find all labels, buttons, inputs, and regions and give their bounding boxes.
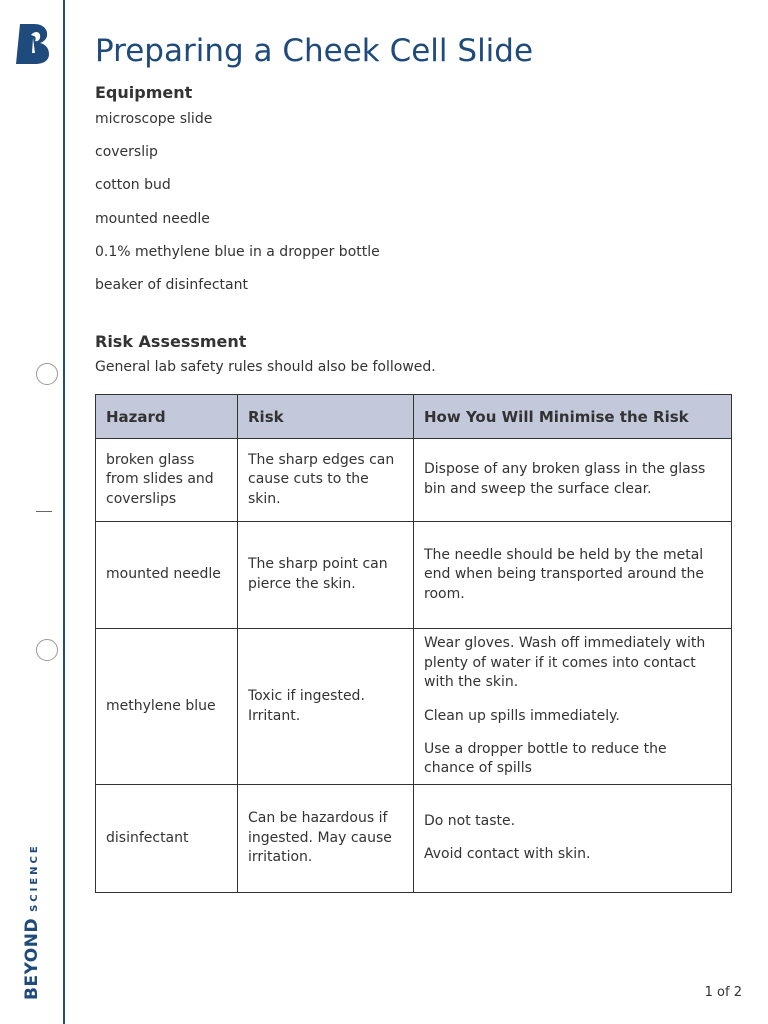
punch-hole-icon <box>36 363 58 385</box>
risk-assessment-heading: Risk Assessment <box>95 332 247 351</box>
minimise-cell <box>414 439 732 522</box>
risk-intro: General lab safety rules should also be followed. <box>95 359 436 375</box>
table-header-row <box>96 395 732 439</box>
column-header-hazard: Hazard <box>96 395 238 439</box>
risk-cell: The sharp edges can cause cuts to the skin. <box>238 439 414 522</box>
table-row <box>96 439 732 522</box>
page-title: Preparing a Cheek Cell Slide <box>95 33 534 69</box>
list-item: mounted needle <box>95 210 210 227</box>
equipment-list <box>95 110 380 309</box>
punch-hole-icon <box>36 639 58 661</box>
hazard-cell: methylene blue <box>96 629 238 785</box>
minimise-text: Use a dropper bottle to reduce the chance of spills <box>424 740 667 777</box>
risk-table <box>95 394 732 893</box>
hazard-cell: broken glass from slides and coverslips <box>96 439 238 522</box>
minimise-text: Avoid contact with skin. <box>424 846 591 863</box>
table-row <box>96 785 732 893</box>
minimise-text: Clean up spills immediately. <box>424 707 620 724</box>
list-item: 0.1% methylene blue in a dropper bottle <box>95 243 380 260</box>
risk-cell: The sharp point can pierce the skin. <box>238 522 414 629</box>
table-row <box>96 629 732 785</box>
minimise-cell <box>414 522 732 629</box>
minimise-text: Dispose of any broken glass in the glass bin and sweep the surface clear. <box>424 461 706 497</box>
list-item: coverslip <box>95 144 158 161</box>
brand-wordmark <box>22 843 42 1000</box>
minimise-cell <box>414 785 732 893</box>
risk-cell: Can be hazardous if ingested. May cause irritation. <box>238 785 414 893</box>
brand-secondary: SCIENCE <box>29 843 40 912</box>
list-item: microscope slide <box>95 111 213 127</box>
column-header-risk: Risk <box>238 395 414 439</box>
minimise-text: Do not taste. <box>424 813 516 830</box>
table-row <box>96 522 732 629</box>
minimise-text: The needle should be held by the metal end when being transported around the room. <box>424 546 704 602</box>
list-item: cotton bud <box>95 177 171 194</box>
equipment-heading: Equipment <box>95 83 193 102</box>
fold-mark <box>36 511 52 512</box>
sidebar-rule <box>63 0 65 1024</box>
hazard-cell: disinfectant <box>96 785 238 893</box>
page-number: 1 of 2 <box>704 985 742 1000</box>
list-item: beaker of disinfectant <box>95 276 248 293</box>
beyond-logo-icon <box>14 22 52 66</box>
risk-cell: Toxic if ingested. Irritant. <box>238 629 414 785</box>
brand-primary: BEYOND <box>22 917 42 1000</box>
minimise-text: Wear gloves. Wash off immediately with plenty of water if it comes into contact with the skin. <box>424 635 706 691</box>
column-header-minimise: How You Will Minimise the Risk <box>414 395 732 439</box>
minimise-cell <box>414 629 732 785</box>
hazard-cell: mounted needle <box>96 522 238 629</box>
